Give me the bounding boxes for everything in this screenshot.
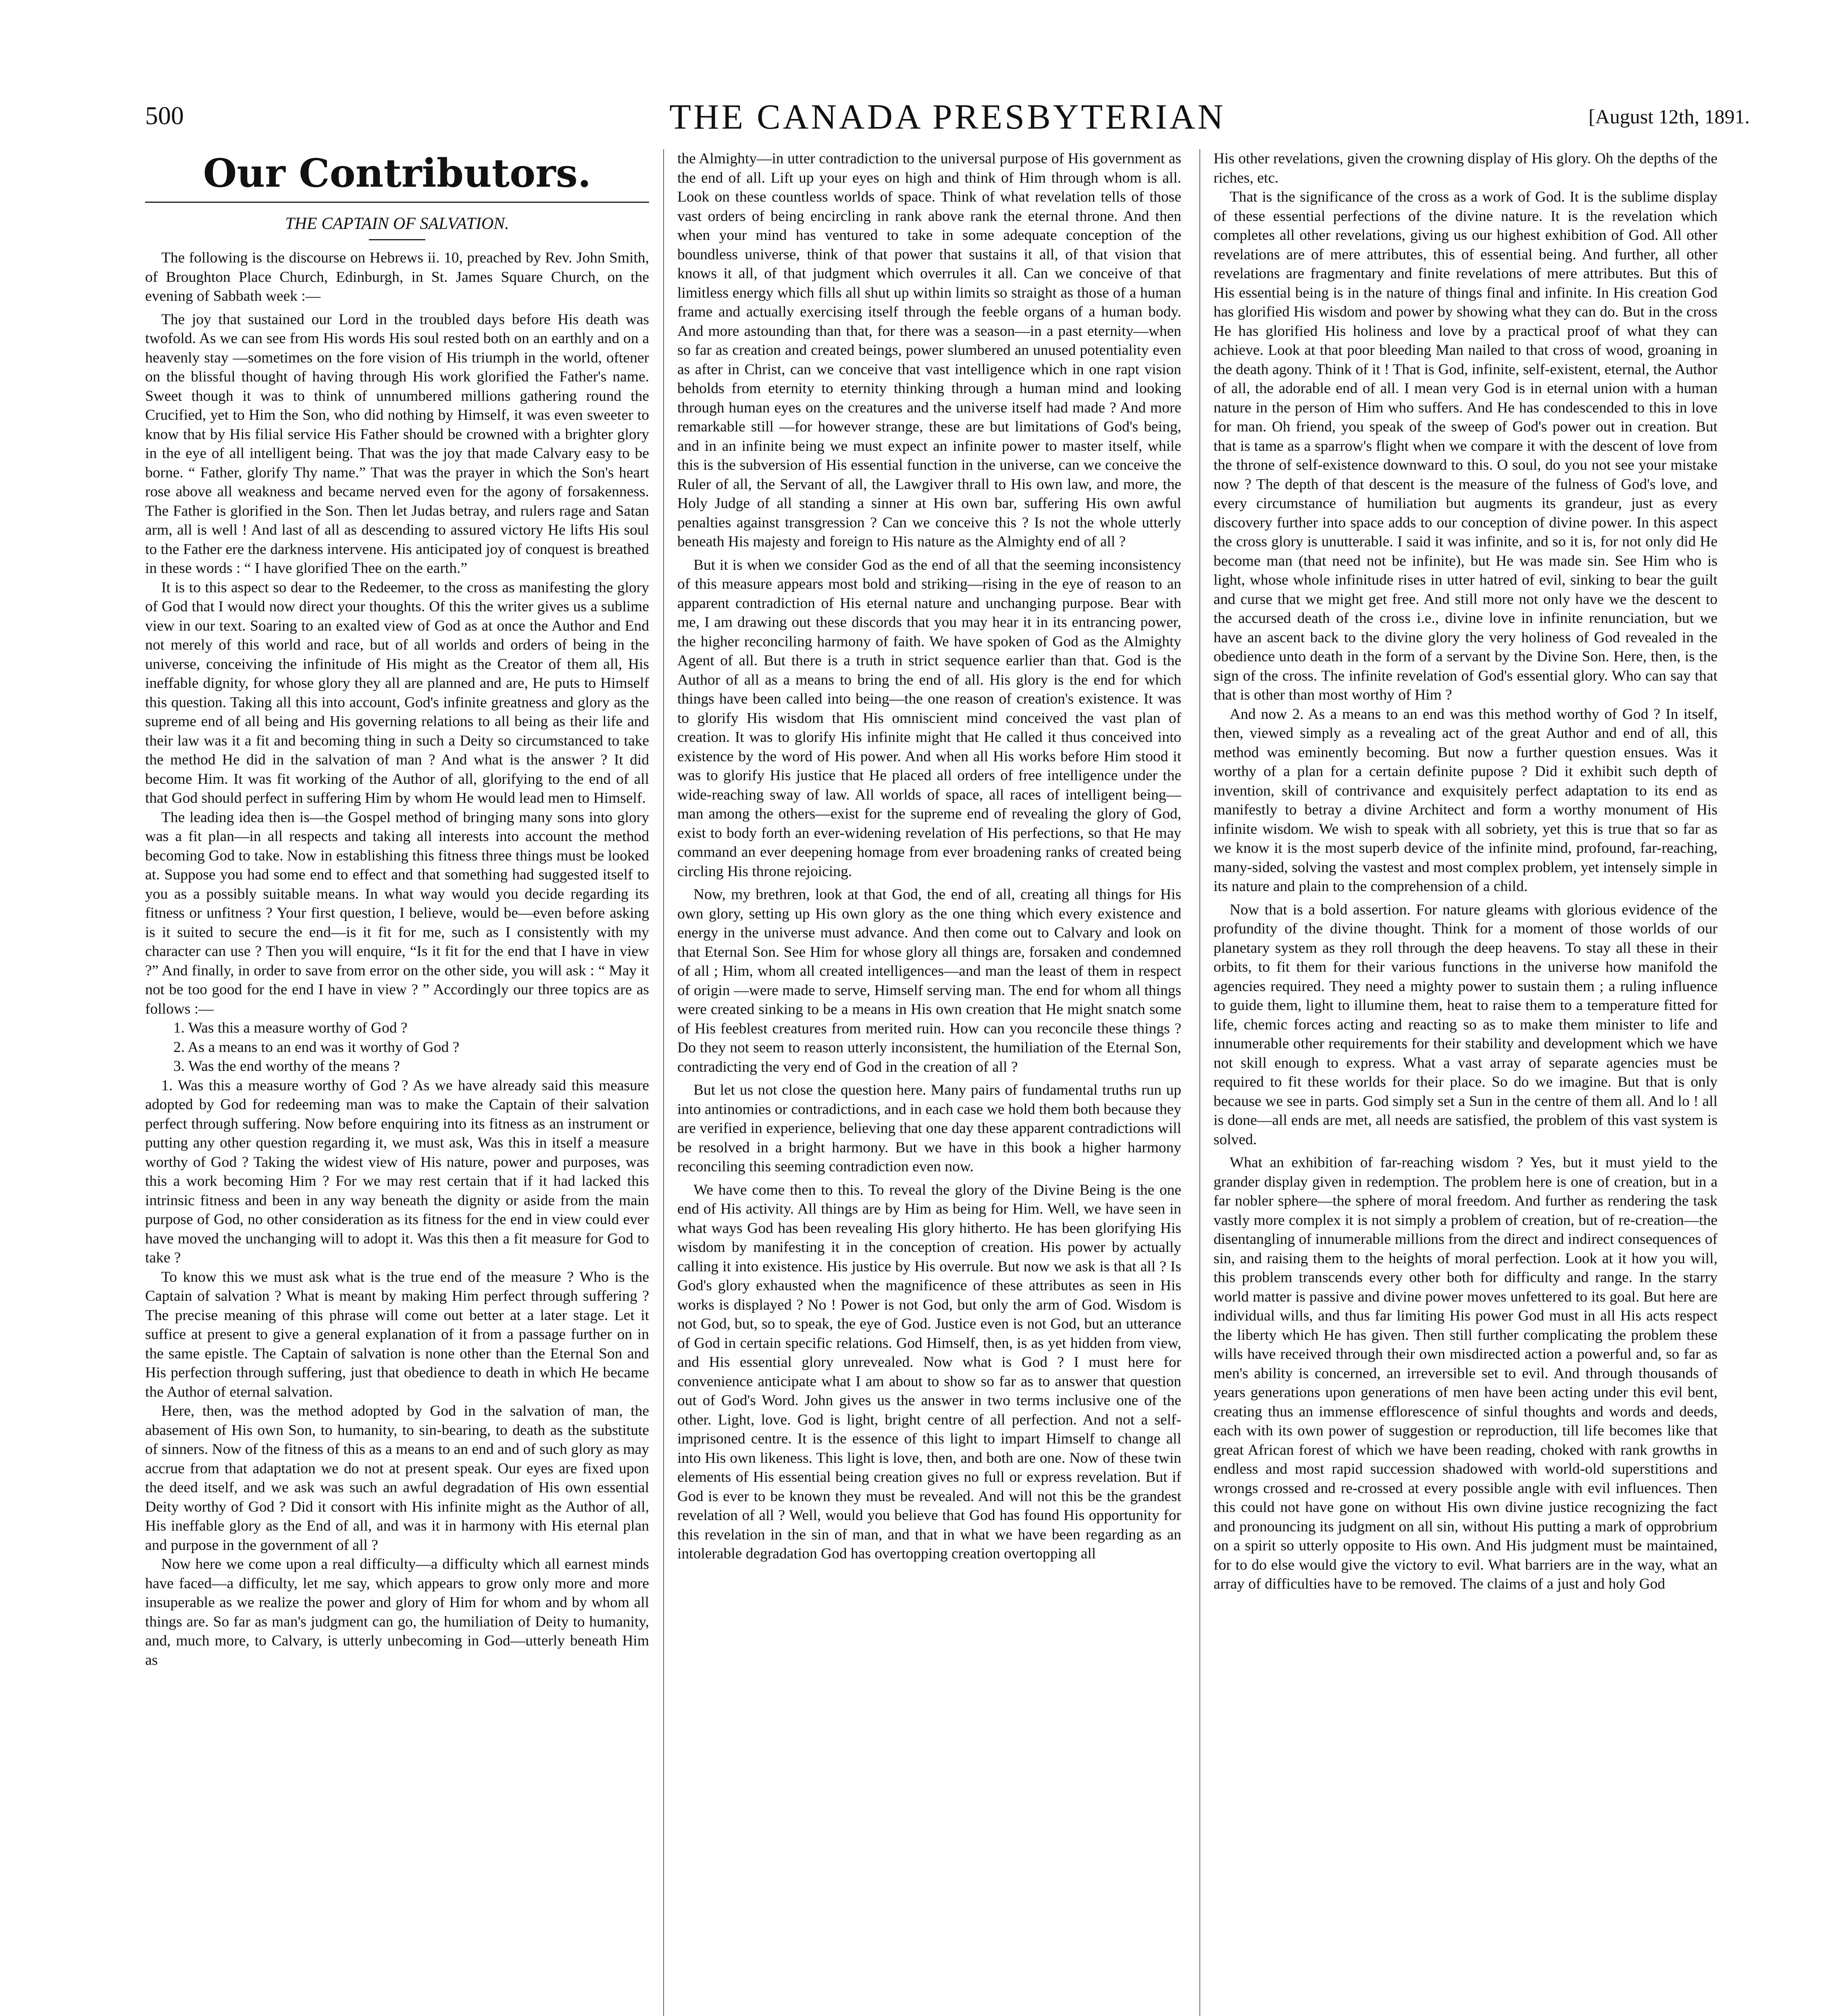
column-2 xyxy=(677,149,1181,2016)
paragraph: But let us not close the question here. Many pairs of fundamental truths run up into antinomies or contradictions, and in each case we hold them both because they are verified in experience, believing that one day these apparent contradictions will be resolved in a bright harmony. But we have in this book a higher harmony reconciling this seeming contradiction even now. xyxy=(677,1082,1181,1175)
page-header xyxy=(145,98,1750,145)
paragraph: Now that is a bold assertion. For nature gleams with glorious evidence of the profundity of the divine thought. Think for a moment of those worlds of our planetary system as they roll through the deep heavens. To stay all these in their orbits, to fit them for their various functions in the universe how manifold the agencies required. They need a mighty power to sustain them ; a ruling influence to guide them, light to illumine them, heat to raise them to a temperature fitted for life, chemic forces acting and reacting so as to make them minister to life and innumerable other requirements for their stability and development which we have not skill enough to express. What a vast array of separate agencies must be required to fit these worlds for their place. So do we imagine. But that is only because we see in parts. God simply set a Sun in the centre of them all. And lo ! all is done—all ends are met, all needs are satisfied, the problem of this vast system is solved. xyxy=(1214,901,1718,1148)
paragraph: Now here we come upon a real difficulty—a difficulty which all earnest minds have faced—a difficulty, let me say, which appears to grow only more and more insuperable as we realize the power and glory of Him for whom and by whom all things are. So far as man's judgment can go, the humiliation of Deity to humanity, and, much more, to Calvary, is utterly unbecoming in God—utterly beneath Him as xyxy=(145,1556,649,1668)
article-title: THE CAPTAIN OF SALVATION. xyxy=(285,215,509,233)
paragraph: What an exhibition of far-reaching wisdom ? Yes, but it must yield to the grander display given in redemption. The problem here is one of creation, but in a far nobler sphere—the sphere of moral freedom. And further as rendering the task vastly more complex it is not simply a problem of creation, but of re-creation—the disentangling of innumerable millions from the direct and indirect consequences of sin, and raising them to the heights of moral perfection. Look at it how you will, this problem transcends every other both for difficulty and range. In the starry world matter is passive and divine power moves unfettered to its goal. But here are individual wills, and thus far limiting His power God must in all His acts respect the liberty which He has given. Then still further complicating the problem these wills have received through their own misdirected action a powerful and, so far as men's ability is concerned, an irreversible set to evil. And through thousands of years generations upon generations of men have been acting under this evil bent, creating thus an immense efflorescence of sinful thoughts and words and deeds, each with its own power of suggestion or reproduction, till life becomes like that great African forest of which we have been reading, choked with rank growths in endless and most rapid succession shadowed with world-old superstitions and wrongs crossed and re-crossed at every possible angle with evil influences. Then this could not have gone on without His own divine justice recognizing the fact and pronouncing its judgment on all sin, without His putting a mark of opprobrium on a spirit so utterly opposite to His own. And His judgment must be maintained, for to do else would give the victory to evil. What barriers are in the way, what an array of difficulties have to be removed. The claims of a just and holy God xyxy=(1214,1154,1718,1592)
list-item: 3. Was the end worthy of the means ? xyxy=(173,1058,400,1075)
section-title: Our Contributors. xyxy=(203,150,591,196)
column-divider xyxy=(663,149,664,2016)
section-rule xyxy=(145,202,649,203)
column-3 xyxy=(1214,149,1718,2016)
column-1 xyxy=(145,149,649,2016)
paragraph: His other revelations, given the crowning display of His glory. Oh the depths of the riches, etc. xyxy=(1214,150,1718,186)
paragraph: The joy that sustained our Lord in the troubled days before His death was twofold. As we can see from His words His soul rested both on an earthly and on a heavenly stay —sometimes on the fore vision of His triumph in the world, oftener on the blissful thought of having through His work glorified the Father's name. Sweet though it was to think of unnumbered millions gathering round the Crucified, yet to Him the Son, who did nothing by Himself, it was even sweeter to know that by His filial service His Father should be crowned with a brighter glory in the eye of all intelligent being. That was the joy that made Calvary easy to be borne. “ Father, glorify Thy name.” That was the prayer in which the Son's heart rose above all weakness and became nerved even for the agony of forsakenness. The Father is glorified in the Son. Then let Judas betray, and rulers rage and Satan arm, all is well ! And last of all as descending to assured victory He lifts His soul to the Father ere the darkness intervene. His anticipated joy of conquest is breathed in these words : “ I have glorified Thee on the earth.” xyxy=(145,311,649,577)
paragraph: But it is when we consider God as the end of all that the seeming inconsistency of this measure appears most bold and striking—rising in the eye of reason to an apparent contradiction of His eternal nature and unchanging purpose. Bear with me, I am drawing out these discords that you may hear it in its entrancing power, the higher reconciling harmony of faith. We have spoken of God as the Almighty Agent of all. But there is a truth in strict sequence earlier than that. God is the Author of all as a means to bring the end of all. His glory is the end for which things have been called into being—the one reason of creation's existence. It was to glorify His wisdom that His omniscient mind conceived the vast plan of creation. It was to glorify His infinite might that He called it thus conceived into existence by the word of His power. And when all His works before Him stood it was to glorify His justice that He placed all orders of free intelligence under the wide-reaching sway of law. All worlds of space, all races of intelligent being—man among the others—exist for the supreme end of revealing the glory of God, exist to body forth an ever-widening revelation of His perfections, so that He may command an ever deepening homage from ever broadening ranks of created being circling His throne rejoicing. xyxy=(677,556,1181,880)
paragraph: We have come then to this. To reveal the glory of the Divine Being is the one end of His activity. All things are by Him as being for Him. Well, we have seen in what ways God has been revealing His glory hitherto. He has been glorifying His wisdom by manifesting it in the conception of creation. His power by actually calling it into existence. His justice by His overrule. But now we ask is that all ? Is God's glory exhausted when the magnificence of these attributes as seen in His works is displayed ? No ! Power is not God, but only the arm of God. Wisdom is not God, but, so to speak, the eye of God. Justice even is not God, but an utterance of God in certain specific relations. God Himself, then, is as yet hidden from view, and His essential glory unrevealed. Now what is God ? I must here for convenience anticipate what I am about to show so far as to answer that question out of God's Word. John gives us the answer in two terms inclusive one of the other. Light, love. God is light, bright centre of all perfection. And not a self-imprisoned centre. It is the essence of this light to impart Himself to change all into His own likeness. This light is love, then, and both are one. Now of these twin elements of His essential being creation gives no full or express revelation. But if God is ever to be known they must be revealed. And will not this be the grandest revelation of all ? Well, would you believe that God has found His opportunity for this revelation in the sin of man, and that in what we have been regarding as an intolerable degradation God has overtopping creation overtopping all xyxy=(677,1181,1181,1562)
article-columns xyxy=(145,149,1750,2016)
paragraph: Now, my brethren, look at that God, the end of all, creating all things for His own glory, setting up His own glory as the one thing which every existence and energy in the universe must advance. And then come out to Calvary and look on that Eternal Son. See Him for whose glory all things are, forsaken and condemned of all ; Him, whom all created intelligences—and man the least of them in respect of origin —were made to serve, Himself serving man. The end for whom all things were created sinking to be a means in His own creation that He might snatch some of His feeblest creatures from merited ruin. How can you reconcile these things ? Do they not seem to reason utterly inconsistent, the humiliation of the Eternal Son, contradicting the very end of God in the creation of all ? xyxy=(677,886,1181,1075)
paragraph: 1. Was this a measure worthy of God ? As we have already said this measure adopted by God for redeeming man was to make the Captain of their salvation perfect through suffering. Now before enquiring into its fitness as an instrument or putting any other question regarding it, we must ask, Was this in itself a measure worthy of God ? Taking the widest view of His nature, power and purposes, was this a work becoming Him ? For we may rest certain that if it had lacked this intrinsic fitness and been in any way beneath the dignity or aside from the main purpose of God, no other consideration as its fitness for the end in view could ever have moved the unchanging will to adopt it. Was this then a fit measure for God to take ? xyxy=(145,1077,649,1266)
column-divider xyxy=(1199,149,1200,2016)
paragraph: That is the significance of the cross as a work of God. It is the sublime display of these essential perfections of the divine nature. It is the revelation which completes all other revelations, giving us our highest exhibition of God. All other revelations are of mere attributes, this of essential being. And further, all other revelations are fragmentary and finite revelations of mere attributes. But this of His essential being is in the nature of things final and infinite. In His creation God has glorified His wisdom and power by showing what they can do. But in the cross He has glorified His holiness and love by a practical proof of what they can achieve. Look at that poor bleeding Man nailed to that cross of wood, groaning in the death agony. Think of it ! That is God, infinite, self-existent, eternal, the Author of all, the adorable end of all. I mean very God is in eternal union with a human nature in the person of Him who suffers. And He has condescended to this in love for man. Oh friend, you speak of the sweep of God's power out in creation. But that is tame as a sparrow's flight when we compare it with the descent of love from the throne of self-existence downward to this. O soul, do you not see your mistake now ? The depth of that descent is the measure of the fulness of God's love, and every circumstance of humiliation but augments its grandeur, just as every discovery further into space adds to our conception of divine power. In this aspect the cross glory is unutterable. I said it was infinite, and so it is, for not only did He become man (that need not be infinite), but He was made sin. See Him who is light, whose whole infinitude rises in utter hatred of evil, sinking to bear the guilt and curse that we might get free. And still more not only have we the descent to the accursed death of the cross i.e., divine love in infinite renunciation, but we have an ascent back to the divine glory the very holiness of God revealed in the obedience unto death in the form of a servant by the Divine Son. Here, then, is the sign of the cross. The infinite revelation of God's essential glory. Who can say that that is other than most worthy of Him ? xyxy=(1214,189,1718,703)
paragraph: The leading idea then is—the Gospel method of bringing many sons into glory was a fit plan—in all respects and taking all interests into account the method becoming God to take. Now in establishing this fitness three things must be looked at. Suppose you had some end to effect and that something had suggested itself to you as a possibly suitable means. In what way would you decide regarding its fitness or unfitness ? Your first question, I believe, would be—even before asking is it suited to secure the end—is it fit for me, such as I consistently with my character can use ? Then you will enquire, “Is it fit for the end that I have in view ?” And finally, in order to save from error on the other side, you will ask : “ May it not be too good for the end I have in view ? ” Accordingly our three topics are as follows :— xyxy=(145,809,649,1017)
masthead: THE CANADA PRESBYTERIAN xyxy=(669,98,1226,137)
page-number: 500 xyxy=(145,101,184,130)
title-rule xyxy=(369,239,425,240)
paragraph: And now 2. As a means to an end was this method worthy of God ? In itself, then, viewed simply as a revealing act of the great Author and end of all, this method was eminently becoming. But now a further question ensues. Was it worthy of a plan for a certain definite pupose ? Did it exhibit such depth of invention, skill of contrivance and exquisitely perfect adaptation to its end as manifestly to betray a divine Architect and form a worthy monument of His infinite wisdom. We wish to speak with all sobriety, yet this is true that so far as we know it is the most superb device of the infinite mind, profound, far-reaching, many-sided, solving the vastest and most complex problem, yet intensely simple in its nature and plain to the comprehension of a child. xyxy=(1214,706,1718,895)
issue-date: [August 12th, 1891. xyxy=(1588,105,1750,128)
list-item: 1. Was this a measure worthy of God ? xyxy=(173,1020,408,1036)
paragraph: The following is the discourse on Hebrews ii. 10, preached by Rev. John Smith, of Broughton Place Church, Edinburgh, in St. James Square Church, on the evening of Sabbath week :— xyxy=(145,250,649,304)
paragraph: Here, then, was the method adopted by God in the salvation of man, the abasement of His own Son, to humanity, to sin-bearing, to death as the substitute of sinners. Now of the fitness of this as a means to an end and of such glory as may accrue from that adaptation we do not at present speak. Our eyes are fixed upon the deed itself, and we ask was such an awful degradation of His own essential Deity worthy of God ? Did it consort with His infinite might as the Author of all, His ineffable glory as the End of all, and was it in harmony with His eternal plan and purpose in the government of all ? xyxy=(145,1403,649,1554)
paragraph: It is to this aspect so dear to the Redeemer, to the cross as manifesting the glory of God that I would now direct your thoughts. Of this the writer gives us a sublime view in our text. Soaring to an exalted view of God as at once the Author and End not merely of this world and race, but of all worlds and orders of being in the universe, conceiving the infinitude of His might as the Creator of them all, His ineffable dignity, for whose glory they all are planned and are, He puts to Himself this question. Taking all this into account, God's infinite greatness and glory as the supreme end of all being and His governing relations to all being as their life and their law was it a fit and becoming thing in such a Deity so circumstanced to take the method He did in the salvation of man ? And what is the answer ? It did become Him. It was fit working of the Author of all, glorifying to the end of all that God should perfect in suffering Him by whom He would lead men to Himself. xyxy=(145,579,649,806)
paragraph: To know this we must ask what is the true end of the measure ? Who is the Captain of salvation ? What is meant by making Him perfect through suffering ? The precise meaning of this phrase will come out better at a later stage. Let it suffice at present to give a general explanation of it from a passage further on in the same epistle. The Captain of salvation is none other than the Eternal Son and His perfection through suffering, just that obedience to death in which He became the Author of eternal salvation. xyxy=(145,1268,649,1400)
paragraph: the Almighty—in utter contradiction to the universal purpose of His government as the end of all. Lift up your eyes on high and think of Him through whom is all. Look on these countless worlds of space. Think of what revelation tells of those vast orders of being encircling in rank above rank the eternal throne. And then when your mind has ventured to take in some adequate conception of the boundless universe, think of that power that sustains it all, of that vision that knows it all, of that judgment which overrules it all. Can we conceive of that limitless energy which fills all shut up within limits so straight as those of a human frame and actually exercising itself through the feeble organs of a human body. And more astounding than that, for there was a season—in a past eternity—when so far as creation and created beings, power slumbered an unused potentiality even as after in Christ, can we conceive that vast intelligence which in one rapt vision beholds from eternity to eternity thinking through a human mind and looking through human eyes on the creatures and the universe itself had made ? And more remarkable still —for however strange, these are but limitations of God's being, and in an infinite being we must expect an infinite power to master itself, while this is the subversion of His essential function in the universe, can we conceive the Ruler of all, the Servant of all, the Lawgiver thrall to His own law, and more, the Holy Judge of all standing a sinner at His own bar, suffering His own awful penalties against transgression ? Can we conceive this ? Is not the whole utterly beneath His majesty and foreign to His nature as the Almighty end of all ? xyxy=(677,150,1181,550)
list-item: 2. As a means to an end was it worthy of God ? xyxy=(173,1039,460,1056)
